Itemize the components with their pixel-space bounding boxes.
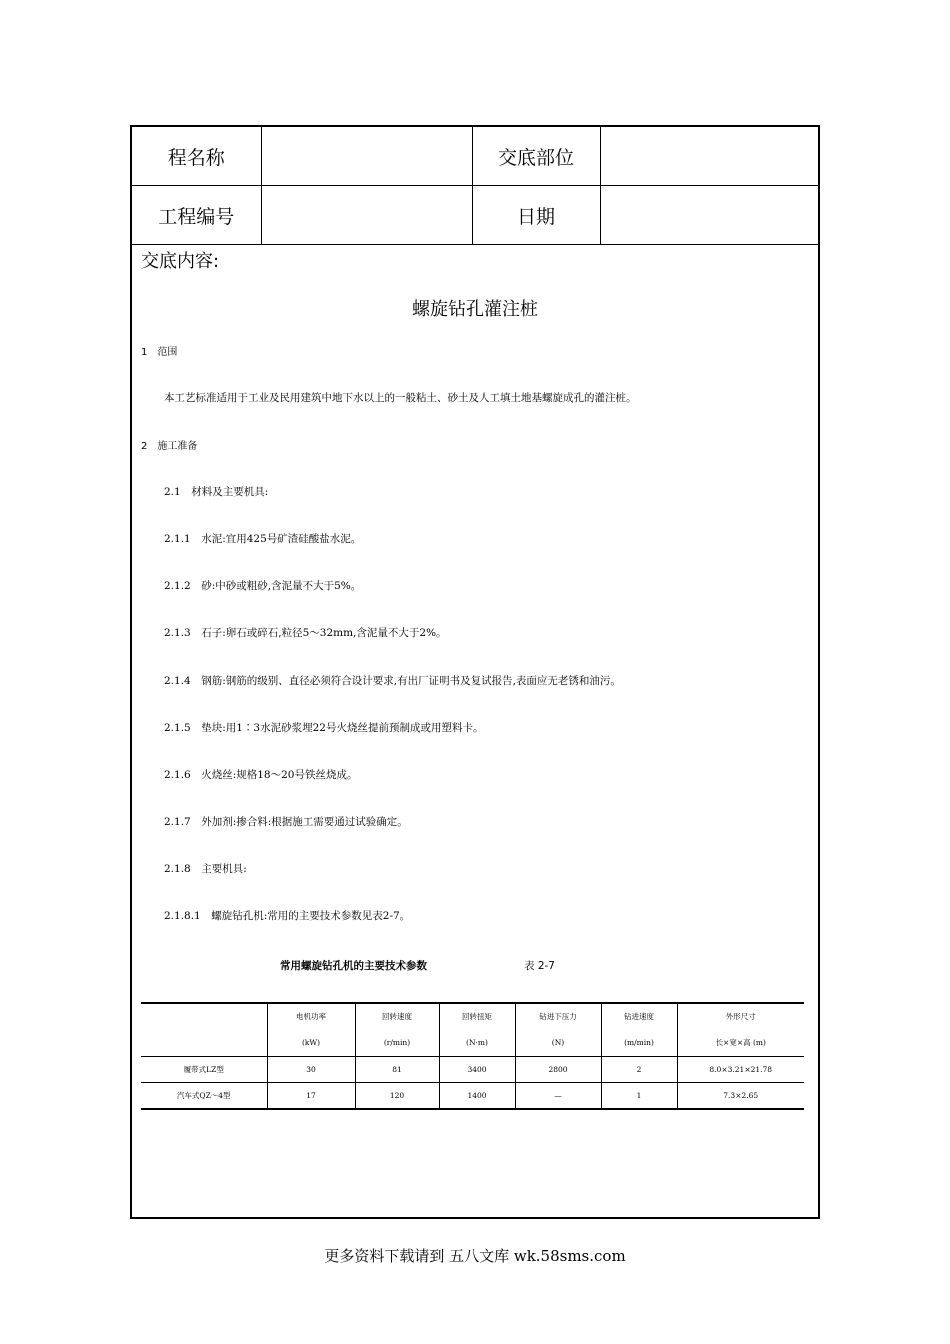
table-cell: 81 (355, 1057, 439, 1083)
section-2-1-1: 2.1.1 水泥:宜用425号矿渣硅酸盐水泥。 (164, 533, 362, 545)
section-2-1-8: 2.1.8 主要机具: (164, 863, 247, 875)
table-row (141, 1083, 804, 1110)
project-no-label: 工程编号 (132, 186, 261, 245)
section-2-1-8-1: 2.1.8.1 螺旋钻孔机:常用的主要技术参数见表2-7。 (164, 910, 411, 922)
row-label: 汽车式QZ～4型 (141, 1083, 267, 1110)
section-1-text: 本工艺标准适用于工业及民用建筑中地下水以上的一般粘土、砂土及人工填土地基螺旋成孔的灌注桩。 (164, 392, 637, 404)
content-label: 交底内容: (141, 251, 220, 272)
part-label: 交底部位 (472, 127, 600, 186)
table-number: 表 2-7 (524, 960, 555, 972)
column-header: 回转扭矩 (N·m) (439, 1003, 515, 1057)
section-2-1: 2.1 材料及主要机具: (164, 486, 269, 498)
footer-text: 更多资料下载请到 五八文库 wk.58sms.com (324, 1247, 626, 1265)
table-cell: 8.0×3.21×21.78 (677, 1057, 804, 1083)
table-cell: — (515, 1083, 601, 1110)
section-1-heading: 1 范围 (141, 347, 178, 358)
table-cell: 30 (267, 1057, 355, 1083)
table-cell: 2800 (515, 1057, 601, 1083)
section-2-heading: 2 施工准备 (141, 441, 198, 452)
table-caption: 常用螺旋钻孔机的主要技术参数 (280, 960, 427, 972)
header-table (132, 127, 818, 245)
form-frame (130, 125, 820, 1219)
table-cell: 1400 (439, 1083, 515, 1110)
date-value (600, 186, 818, 245)
column-header: 钻进速度 (m/min) (601, 1003, 677, 1057)
column-header: 电机功率 (kW) (267, 1003, 355, 1057)
column-header: 回转速度 (r/min) (355, 1003, 439, 1057)
section-2-1-3: 2.1.3 石子:卵石或碎石,粒径5～32mm,含泥量不大于2%。 (164, 627, 447, 639)
column-header: 外形尺寸 长×宽×高 (m) (677, 1003, 804, 1057)
section-2-1-4: 2.1.4 钢筋:钢筋的级别、直径必须符合设计要求,有出厂证明书及复试报告,表面应无老锈和油污。 (164, 675, 621, 687)
table-cell: 2 (601, 1057, 677, 1083)
row-label: 履带式LZ型 (141, 1057, 267, 1083)
section-2-1-6: 2.1.6 火烧丝:规格18～20号铁丝烧成。 (164, 769, 358, 781)
project-name-value (261, 127, 472, 186)
table-cell: 120 (355, 1083, 439, 1110)
section-2-1-2: 2.1.2 砂:中砂或粗砂,含泥量不大于5%。 (164, 580, 362, 592)
doc-title: 螺旋钻孔灌注桩 (412, 299, 538, 320)
table-corner-cell (141, 1003, 267, 1057)
table-cell: 7.3×2.65 (677, 1083, 804, 1110)
table-cell: 1 (601, 1083, 677, 1110)
table-cell: 17 (267, 1083, 355, 1110)
part-value (600, 127, 818, 186)
table-row (141, 1057, 804, 1083)
parameter-table (141, 1002, 804, 1110)
column-header: 钻进下压力 (N) (515, 1003, 601, 1057)
project-no-value (261, 186, 472, 245)
table-cell: 3400 (439, 1057, 515, 1083)
section-2-1-5: 2.1.5 垫块:用1∶3水泥砂浆埋22号火烧丝提前预制成或用塑料卡。 (164, 722, 484, 734)
project-name-label: 程名称 (132, 127, 261, 186)
section-2-1-7: 2.1.7 外加剂:掺合料:根据施工需要通过试验确定。 (164, 816, 408, 828)
date-label: 日期 (472, 186, 600, 245)
